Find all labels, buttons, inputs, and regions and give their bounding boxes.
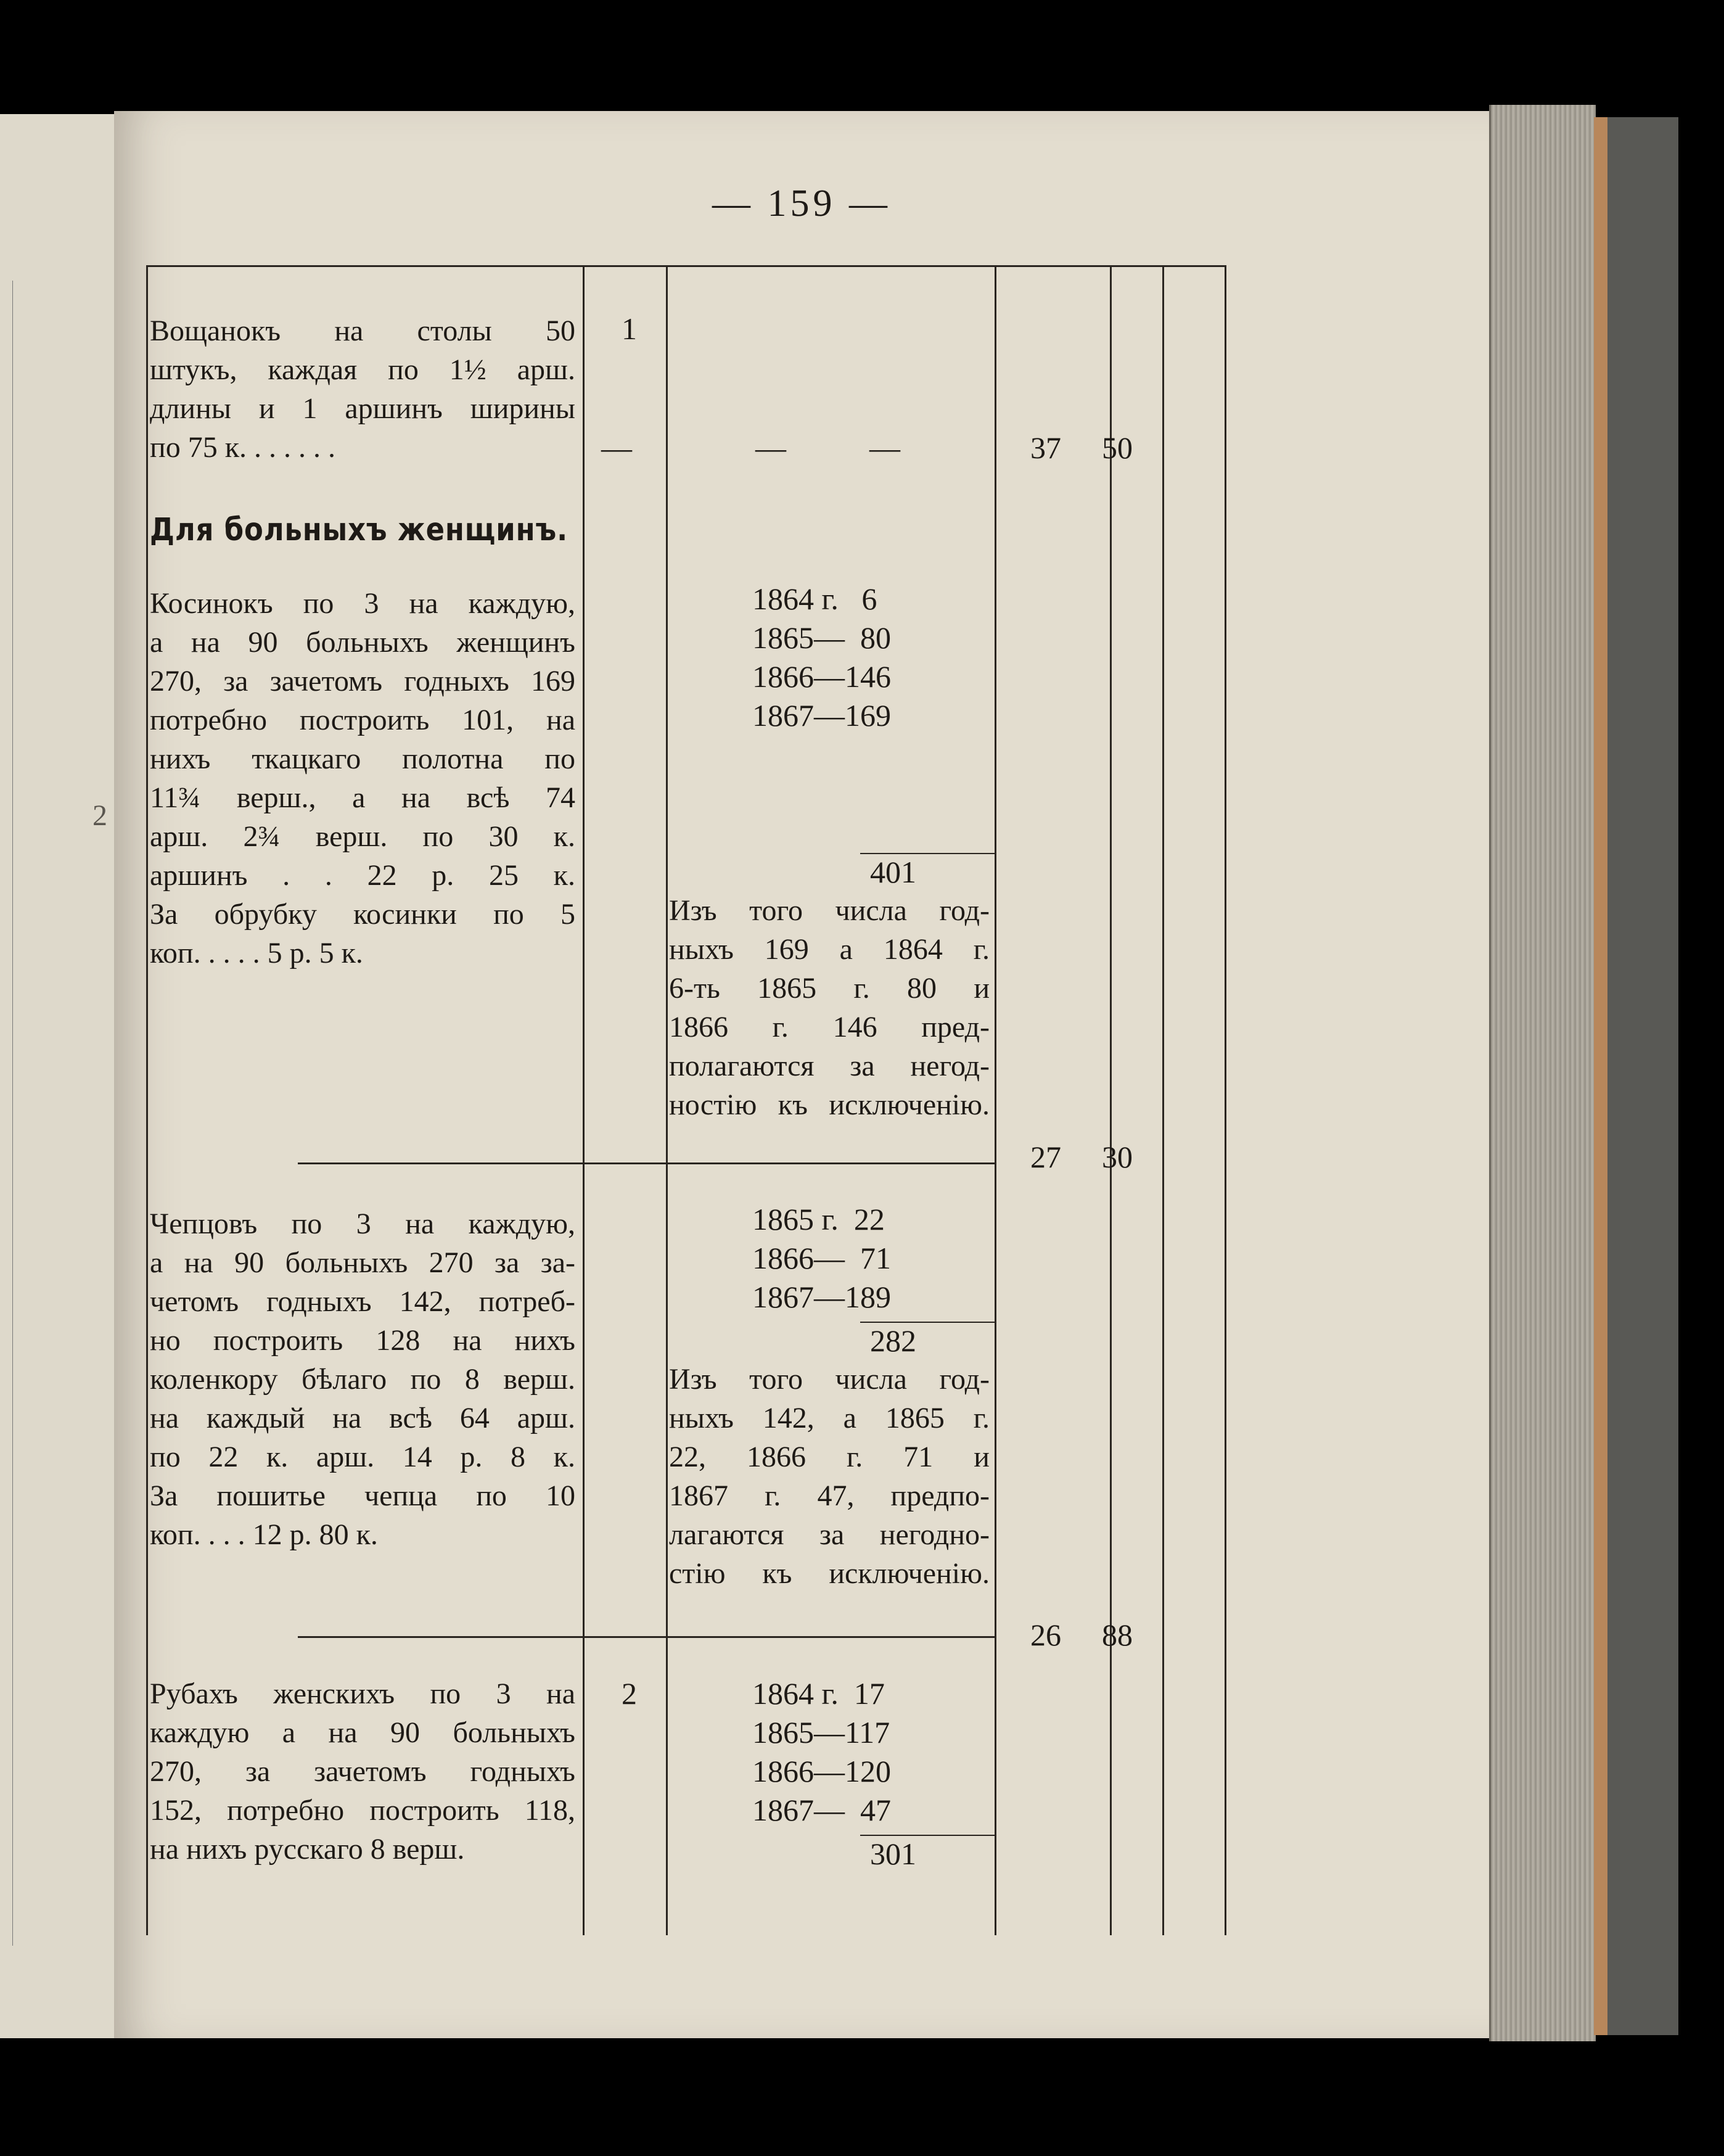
column-rule [583,267,585,1935]
year-total: 282 [870,1323,916,1358]
rubles-value: 26 [1030,1618,1061,1652]
year-list: 1864 г. 17 1865—117 1866—120 1867— 47 [752,1676,891,1827]
kopecks-value: 88 [1102,1618,1133,1652]
page-number: — 159 — [712,183,891,224]
year-list: 1864 г. 6 1865— 80 1866—146 1867—169 [752,582,891,733]
left-page-fragment: 2 [92,799,107,832]
book-cover [1594,117,1678,2035]
section-rule [583,1636,666,1638]
table-right-rule [1225,267,1226,1935]
year-total: 301 [870,1837,916,1871]
entry-description: Чепцовъ по 3 на каждую, а на 90 больныхъ 270 за за- четомъ годныхъ 142, потреб- но построить 128 на нихъ коленкору бѣлаго по 8 верш. на каждый на всѣ 64 арш. по 22 к. арш. 14 р. 8 к. За пошитье чепца по 10 коп. . . . 12 р. 80 к. [150,1208,575,1551]
dash: — [601,430,632,465]
rubles-value: 37 [1030,430,1061,465]
exclusion-note: Изъ того числа год- ныхъ 142, а 1865 г. 22, 1866 г. 71 и 1867 г. 47, предпо- лагаются за негодно- стію къ исключенію. [669,1363,990,1590]
column-rule [995,267,996,1935]
table-top-rule [146,265,1226,267]
kopecks-value: 30 [1102,1140,1133,1174]
left-page-rule [12,281,13,1946]
column-rule [666,267,668,1935]
entry-description: Вощанокъ на столы 50 штукъ, каждая по 1½ арш. длины и 1 аршинъ ширины по 75 к. . . . . . . [150,315,575,464]
year-total: 401 [870,855,916,889]
section-rule [298,1636,583,1638]
quantity-value: 1 [622,311,637,346]
table-left-rule [146,267,148,1935]
column-rule [1110,267,1112,1935]
quantity-value: 2 [622,1676,637,1711]
left-page [0,114,118,2038]
entry-description: Рубахъ женскихъ по 3 на каждую а на 90 больныхъ 270, за зачетомъ годныхъ 152, потребно построить 118, на нихъ русскаго 8 верш. [150,1677,575,1866]
column-rule [1162,267,1164,1935]
year-list: 1865 г. 22 1866— 71 1867—189 [752,1202,891,1314]
book-page-edges [1489,105,1596,2041]
section-rule [298,1162,583,1164]
page [114,111,1489,2038]
section-rule [666,1636,995,1638]
section-heading: Для больныхъ женщинъ. [150,512,569,548]
kopecks-value: 50 [1102,430,1133,465]
exclusion-note: Изъ того числа год- ныхъ 169 а 1864 г. 6-ть 1865 г. 80 и 1866 г. 146 пред- полагаются за негод- ностію къ исключенію. [669,894,990,1121]
section-rule [666,1162,995,1164]
dash: — [869,430,900,465]
dash: — [755,430,786,465]
section-rule [583,1162,666,1164]
rubles-value: 27 [1030,1140,1061,1174]
entry-description: Косинокъ по 3 на каждую, а на 90 больныхъ женщинъ 270, за зачетомъ годныхъ 169 потребно построить 101, на нихъ ткацкаго полотна по 11¾ верш., а на всѣ 74 арш. 2¾ верш. по 30 к. аршинъ . . 22 р. 25 к. За обрубку косинки по 5 коп. . . . . 5 р. 5 к. [150,587,575,969]
